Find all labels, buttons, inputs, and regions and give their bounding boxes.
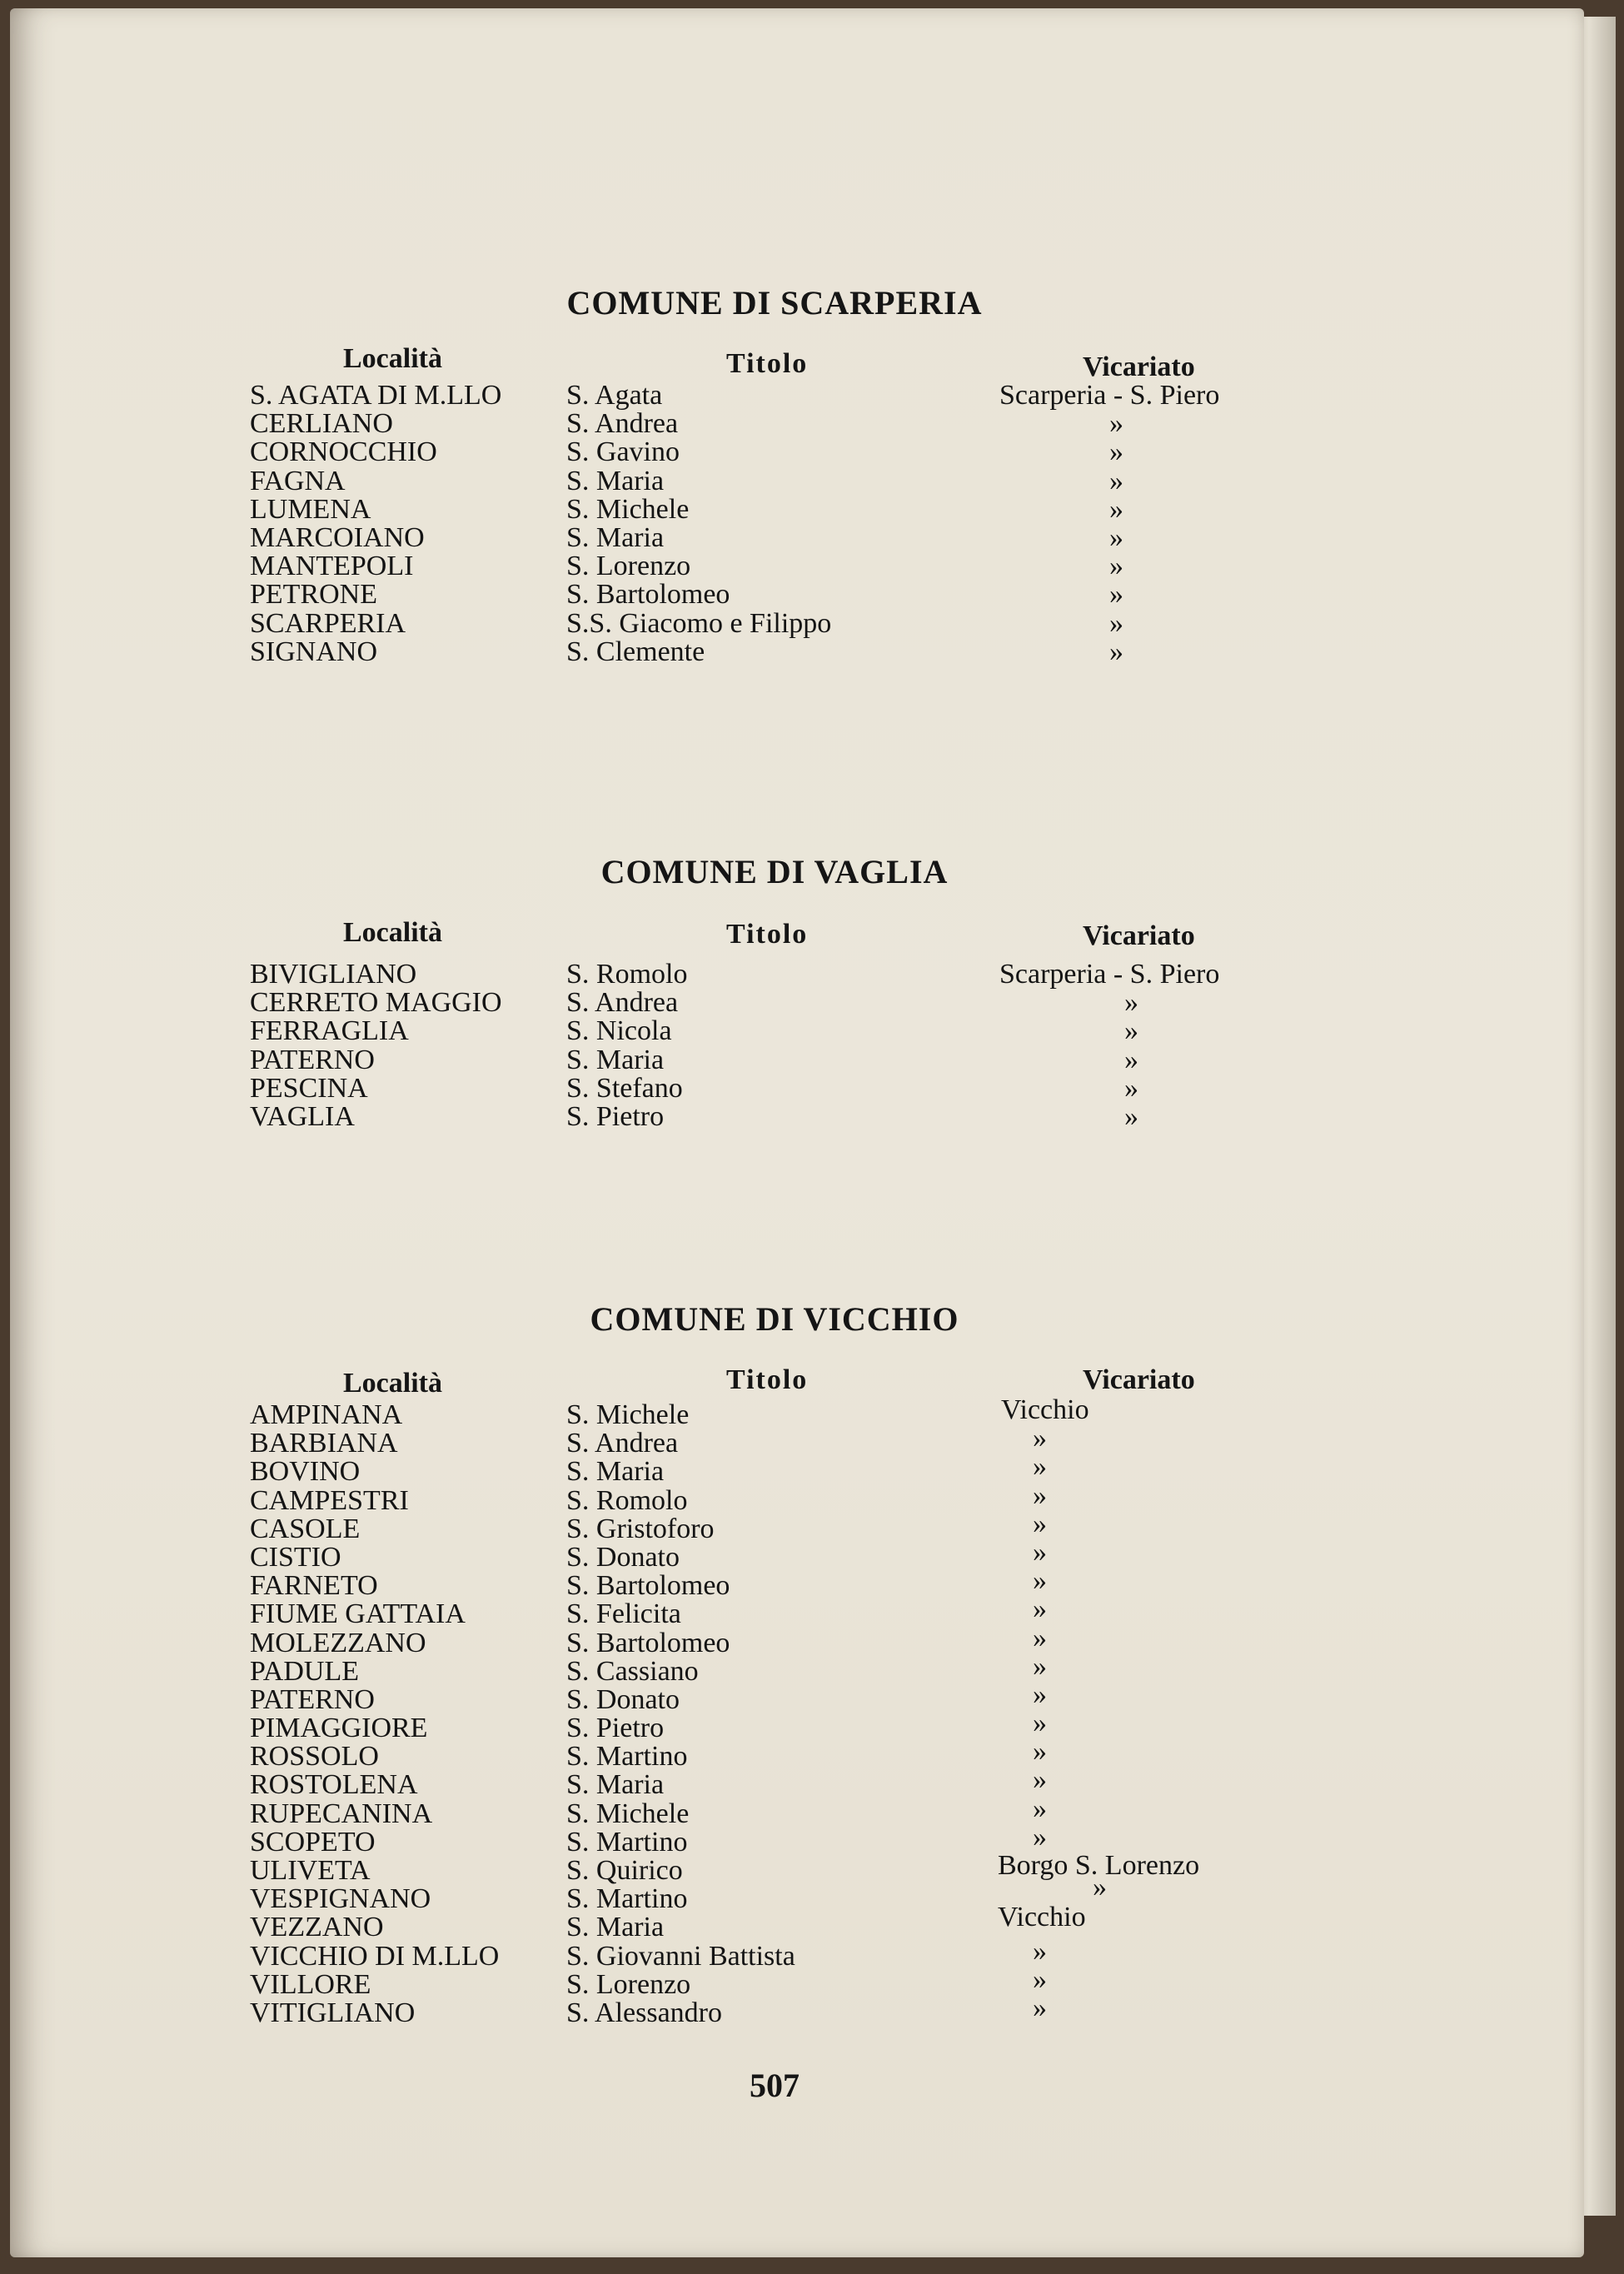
localita-cell: FERRAGLIA [250,1015,409,1047]
localita-cell: VESPIGNANO [250,1883,431,1915]
table-row [250,1678,1333,1715]
titolo-cell: S. Donato [566,1541,680,1573]
table-row [250,1736,1333,1773]
localita-cell: SIGNANO [250,636,377,667]
vicariato-cell: » [1033,1793,1047,1824]
localita-cell: VILLORE [250,1968,371,2000]
vicariato-cell: » [1124,987,1138,1019]
table-row [250,1508,1333,1544]
localita-cell: CERRETO MAGGIO [250,987,502,1019]
localita-cell: FIUME GATTAIA [250,1598,466,1630]
localita-cell: VEZZANO [250,1912,384,1943]
table-row [250,493,1333,525]
localita-cell: BOVINO [250,1456,361,1488]
localita-cell: PADULE [250,1655,359,1687]
titolo-cell: S. Maria [566,1769,665,1801]
localita-cell: CAMPESTRI [250,1484,409,1516]
titolo-cell: S. Andrea [566,987,679,1019]
table-row [250,1872,1333,1915]
table-row [250,1046,1333,1075]
titolo-cell: S. Andrea [566,1428,679,1459]
titolo-cell: S. Lorenzo [566,1968,691,2000]
vicariato-cell: Borgo S. Lorenzo [998,1850,1200,1881]
vicariato-cell: » [1033,1423,1047,1454]
table-row [250,1100,1333,1132]
table-row [250,1992,1333,2028]
localita-cell: MOLEZZANO [250,1627,426,1658]
titolo-cell: S. Felicita [566,1598,681,1630]
table-row [250,381,1333,410]
titolo-cell: S. Clemente [566,636,705,667]
vicariato-cell: Vicchio [998,1902,1086,1933]
localita-cell: ROSTOLENA [250,1769,418,1801]
table-row [250,1451,1333,1488]
titolo-cell: S. Gavino [566,436,680,468]
section-title: COMUNE DI VICCHIO [590,1300,959,1338]
localita-cell: ULIVETA [250,1855,371,1886]
localita-cell: SCOPETO [250,1826,376,1858]
titolo-cell: S. Maria [566,521,665,553]
titolo-cell: S.S. Giacomo e Filippo [566,607,832,639]
header-localita: Località [343,1368,442,1399]
titolo-cell: S. Pietro [566,1100,665,1132]
vicariato-cell: » [1033,1736,1047,1768]
vicariato-cell: » [1124,1044,1138,1075]
localita-cell: CORNOCCHIO [250,436,437,468]
table-row [250,1565,1333,1602]
localita-cell: RUPECANINA [250,1798,433,1829]
vicariato-cell: » [1109,493,1123,525]
vicariato-cell: » [1033,1678,1047,1710]
vicariato-cell: » [1033,1650,1047,1682]
titolo-cell: S. Bartolomeo [566,1627,730,1658]
localita-cell: FAGNA [250,465,346,496]
titolo-cell: S. Andrea [566,408,679,440]
vicariato-cell: » [1109,551,1123,582]
titolo-cell: S. Martino [566,1826,688,1858]
titolo-cell: S. Maria [566,1044,665,1075]
titolo-cell: S. Bartolomeo [566,579,730,611]
localita-cell: PATERNO [250,1044,375,1075]
titolo-cell: S. Martino [566,1883,688,1915]
table-row [250,1536,1333,1573]
vicariato-cell: » [1033,1963,1047,1995]
vicariato-cell: » [1109,607,1123,639]
vicariato-cell: » [1124,1072,1138,1104]
localita-cell: LUMENA [250,493,371,525]
vicariato-cell: » [1033,1622,1047,1653]
localita-cell: CERLIANO [250,408,393,440]
localita-cell: S. AGATA DI M.LLO [250,380,502,411]
vicariato-cell: » [1109,636,1123,667]
table-row [250,1017,1333,1045]
titolo-cell: S. Maria [566,1912,665,1943]
localita-cell: BIVIGLIANO [250,959,417,990]
header-localita: Località [343,343,442,374]
table-body [250,381,1333,666]
vicariato-cell: » [1033,1764,1047,1796]
header-titolo: Titolo [726,919,809,950]
table-row [250,960,1333,989]
vicariato-cell: Scarperia - S. Piero [999,380,1220,411]
table-row [250,1593,1333,1630]
titolo-cell: S. Lorenzo [566,551,691,582]
table-row [250,1622,1333,1658]
vicariato-cell: » [1124,1100,1138,1132]
localita-cell: VICCHIO DI M.LLO [250,1940,500,1972]
table-row [250,521,1333,553]
vicariato-cell: » [1109,465,1123,496]
localita-cell: CASOLE [250,1513,361,1544]
table-row [250,438,1333,466]
localita-cell: CISTIO [250,1541,341,1573]
localita-cell: VAGLIA [250,1100,355,1132]
header-vicariato: Vicariato [1083,1364,1195,1395]
table-row [250,410,1333,438]
vicariato-cell: » [1033,1708,1047,1739]
table-row [250,607,1333,639]
titolo-cell: S. Giovanni Battista [566,1940,795,1972]
vicariato-cell: » [1109,579,1123,611]
titolo-cell: S. Michele [566,1798,690,1829]
header-titolo: Titolo [726,1364,809,1395]
header-localita: Località [343,917,442,948]
vicariato-cell: » [1033,1508,1047,1539]
table-row [250,989,1333,1017]
vicariato-cell: » [1033,1536,1047,1568]
localita-cell: AMPINANA [250,1399,403,1430]
localita-cell: FARNETO [250,1570,378,1602]
section-title: COMUNE DI VAGLIA [600,853,949,890]
table-row [250,1708,1333,1744]
vicariato-cell: » [1093,1872,1107,1903]
table-row [250,1072,1333,1104]
titolo-cell: S. Quirico [566,1855,683,1886]
titolo-cell: S. Romolo [566,1484,688,1516]
table-row [250,552,1333,581]
localita-cell: PETRONE [250,579,377,611]
localita-cell: PESCINA [250,1072,368,1104]
localita-cell: MARCOIANO [250,521,425,553]
localita-cell: SCARPERIA [250,607,406,639]
localita-cell: BARBIANA [250,1428,398,1459]
localita-cell: PIMAGGIORE [250,1713,428,1744]
vicariato-cell: » [1033,1451,1047,1483]
vicariato-cell: Scarperia - S. Piero [999,959,1220,990]
vicariato-cell: » [1033,1479,1047,1511]
titolo-cell: S. Romolo [566,959,688,990]
header-vicariato: Vicariato [1083,920,1195,951]
table-row [250,1902,1333,1943]
vicariato-cell: » [1109,521,1123,553]
vicariato-cell: » [1109,436,1123,468]
localita-cell: ROSSOLO [250,1741,379,1773]
table-row [250,638,1333,666]
header-vicariato: Vicariato [1083,352,1195,382]
titolo-cell: S. Michele [566,493,690,525]
titolo-cell: S. Donato [566,1683,680,1715]
page-number: 507 [750,2067,800,2104]
localita-cell: MANTEPOLI [250,551,414,582]
titolo-cell: S. Nicola [566,1015,672,1047]
table-row [250,1479,1333,1516]
table-body [250,960,1333,1131]
table-row [250,1394,1333,1430]
header-titolo: Titolo [726,348,809,379]
titolo-cell: S. Gristoforo [566,1513,715,1544]
vicariato-cell: Vicchio [1001,1394,1089,1425]
table-row [250,1935,1333,1972]
titolo-cell: S. Michele [566,1399,690,1430]
titolo-cell: S. Stefano [566,1072,683,1104]
localita-cell: VITIGLIANO [250,1997,416,2028]
titolo-cell: S. Alessandro [566,1997,722,2028]
table-row [250,581,1333,609]
titolo-cell: S. Agata [566,380,663,411]
titolo-cell: S. Maria [566,465,665,496]
titolo-cell: S. Cassiano [566,1655,699,1687]
table-row [250,1423,1333,1459]
titolo-cell: S. Bartolomeo [566,1570,730,1602]
table-row [250,1764,1333,1801]
vicariato-cell: » [1033,1992,1047,2023]
vicariato-cell: » [1033,1821,1047,1853]
table-row [250,1650,1333,1687]
vicariato-cell: » [1033,1935,1047,1967]
vicariato-cell: » [1033,1593,1047,1625]
table-row [250,1793,1333,1829]
table-row [250,1963,1333,2000]
titolo-cell: S. Martino [566,1741,688,1773]
titolo-cell: S. Maria [566,1456,665,1488]
vicariato-cell: » [1109,408,1123,440]
table-row [250,467,1333,496]
localita-cell: PATERNO [250,1683,375,1715]
vicariato-cell: » [1033,1565,1047,1597]
table-row [250,1850,1333,1886]
titolo-cell: S. Pietro [566,1713,665,1744]
section-title: COMUNE DI SCARPERIA [566,284,983,322]
vicariato-cell: » [1124,1015,1138,1047]
table-body [250,1394,1333,2028]
